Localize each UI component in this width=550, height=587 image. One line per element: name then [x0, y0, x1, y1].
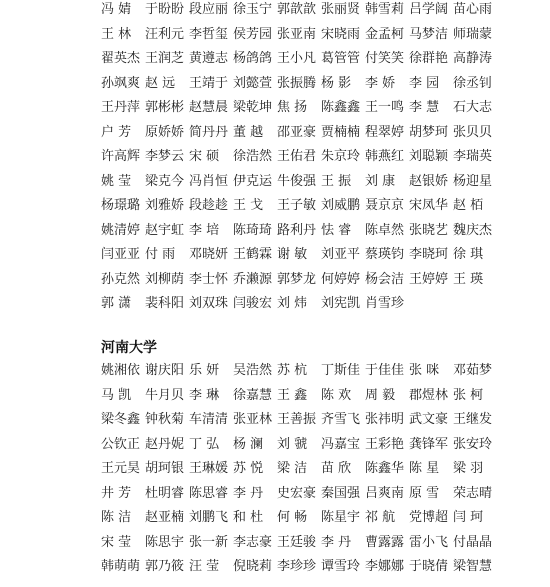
name-row: [0, 49, 550, 69]
person-name: 张祎明: [365, 412, 405, 427]
person-name: 赵银娇: [409, 173, 449, 189]
person-name: 吕爽南: [365, 485, 405, 501]
person-name: 王继发: [453, 412, 493, 427]
person-name: 许高辉: [101, 149, 141, 164]
person-name: 刘 炜: [277, 296, 308, 311]
person-name: 武文豪: [409, 412, 449, 427]
person-name: 丁斯佳: [321, 363, 361, 378]
person-name: 龚锋军: [409, 436, 449, 452]
person-name: 王 瑛: [453, 271, 484, 287]
person-name: 韩燕红: [365, 149, 405, 164]
person-name: 李瑞英: [453, 149, 493, 164]
person-name: 王小凡: [277, 51, 317, 66]
person-name: 孙克然: [101, 271, 141, 287]
person-name: 陈卓然: [365, 222, 405, 238]
person-name: 师瑞蒙: [453, 26, 493, 42]
person-name: 张振腾: [277, 75, 317, 91]
person-name: 汪 莹: [189, 559, 220, 574]
person-name: 金孟柯: [365, 26, 405, 42]
person-name: 李 园: [409, 75, 440, 91]
section-heading: 河南大学: [101, 340, 157, 356]
person-name: 苏 悦: [233, 461, 264, 476]
person-name: 张一新: [189, 534, 229, 550]
person-name: 王靖于: [189, 75, 229, 91]
person-name: 葛管管: [321, 51, 361, 66]
person-name: 井 芳: [101, 485, 132, 501]
person-name: 王 振: [321, 173, 352, 189]
person-name: 梁智慧: [453, 559, 493, 574]
name-row: [0, 533, 550, 553]
person-name: 段趁趁: [189, 198, 229, 213]
name-row: [0, 123, 550, 143]
name-row: [0, 196, 550, 216]
person-name: 王 戈: [233, 198, 264, 213]
person-name: 刘聪颖: [409, 149, 449, 164]
person-name: 何 畅: [277, 510, 308, 525]
person-name: 党博超: [409, 510, 449, 525]
person-name: 钟秋菊: [145, 412, 185, 427]
person-name: 朱京玲: [321, 149, 361, 164]
person-name: 路利丹: [277, 222, 317, 238]
person-name: 刘 康: [365, 173, 396, 189]
person-name: 杨 影: [321, 75, 352, 91]
person-name: 王润芝: [145, 51, 185, 66]
person-name: 刘宪凯: [321, 296, 361, 311]
person-name: 刘亚平: [321, 247, 361, 262]
person-name: 李 娇: [365, 75, 396, 91]
person-name: 郭梦龙: [277, 271, 317, 287]
person-name: 郭彬彬: [145, 100, 185, 115]
person-name: 付 雨: [145, 247, 176, 262]
person-name: 程翠婷: [365, 124, 405, 140]
name-row: [0, 294, 550, 314]
name-row: [0, 98, 550, 118]
person-name: 陈鑫华: [365, 461, 405, 476]
person-name: 邵亚豪: [277, 124, 317, 140]
person-name: 王善振: [277, 412, 317, 427]
person-name: 魏庆杰: [453, 222, 493, 238]
person-name: 赵慧晨: [189, 100, 229, 115]
person-name: 蔡瑛钧: [365, 247, 405, 262]
person-name: 冯 婧: [101, 2, 132, 17]
person-name: 胡梦珂: [409, 124, 449, 140]
person-name: 杨璟璐: [101, 198, 141, 213]
person-name: 谢庆阳: [145, 363, 185, 378]
person-name: 石大志: [453, 100, 493, 115]
person-name: 宋 莹: [101, 534, 132, 550]
person-name: 王佑君: [277, 149, 317, 164]
person-name: 刘鹏飞: [189, 510, 229, 525]
person-name: 黄遵志: [189, 51, 229, 66]
person-name: 邓茹梦: [453, 363, 493, 378]
person-name: 原娇娇: [145, 124, 185, 140]
person-name: 赵亚楠: [145, 510, 185, 525]
person-name: 董 越: [233, 124, 264, 140]
person-name: 马 凯: [101, 387, 132, 403]
person-name: 赵丹妮: [145, 436, 185, 452]
person-name: 李珍珍: [277, 559, 317, 574]
person-name: 陈琦琦: [233, 222, 273, 238]
name-row: [0, 221, 550, 241]
person-name: 刘 虢: [277, 436, 308, 452]
person-name: 翟英杰: [101, 51, 141, 66]
name-row: [0, 386, 550, 406]
name-row: [0, 172, 550, 192]
person-name: 梁冬鑫: [101, 412, 141, 427]
person-name: 乐 妍: [189, 363, 220, 378]
person-name: 苗心雨: [453, 2, 493, 17]
person-name: 姚清婷: [101, 222, 141, 238]
person-name: 和 杜: [233, 510, 264, 525]
person-name: 韩萌萌: [101, 559, 141, 574]
person-name: 吴浩然: [233, 363, 273, 378]
person-name: 闫亚亚: [101, 247, 141, 262]
person-name: 宋凤华: [409, 198, 449, 213]
person-name: 陈 洁: [101, 510, 132, 525]
person-name: 王廷骏: [277, 534, 317, 550]
person-name: 秦国强: [321, 485, 361, 501]
person-name: 雷小飞: [409, 534, 449, 550]
name-row: [0, 270, 550, 290]
person-name: 徐 琪: [453, 247, 484, 262]
person-name: 闫 珂: [453, 510, 484, 525]
person-name: 陈思宇: [145, 534, 185, 550]
person-name: 原 雪: [409, 485, 440, 501]
person-name: 王婷婷: [409, 271, 449, 287]
person-name: 裴科阳: [145, 296, 185, 311]
person-name: 谭雪玲: [321, 559, 361, 574]
person-name: 张 咪: [409, 363, 440, 378]
person-name: 贾楠楠: [321, 124, 361, 140]
person-name: 王鹤霖: [233, 247, 273, 262]
person-name: 梁 羽: [453, 461, 484, 476]
name-row: [0, 459, 550, 479]
person-name: 姚 莹: [101, 173, 132, 189]
person-name: 杜明睿: [145, 485, 185, 501]
person-name: 于晓倩: [409, 559, 449, 574]
person-name: 李梦云: [145, 149, 185, 164]
person-name: 张贝贝: [453, 124, 493, 140]
person-name: 杨 澜: [233, 436, 264, 452]
person-name: 梁克今: [145, 173, 185, 189]
person-name: 刘雅娇: [145, 198, 185, 213]
person-name: 赵 栢: [453, 198, 484, 213]
person-name: 韩雪莉: [365, 2, 405, 17]
person-name: 郭乃筱: [145, 559, 185, 574]
person-name: 李晓珂: [409, 247, 449, 262]
person-name: 于佳佳: [365, 363, 405, 378]
person-name: 陈 星: [409, 461, 440, 476]
person-name: 刘柳荫: [145, 271, 185, 287]
person-name: 胡珂银: [145, 461, 185, 476]
person-name: 邓晓妍: [189, 247, 229, 262]
person-name: 张亚林: [233, 412, 273, 427]
person-name: 刘懿萱: [233, 75, 273, 91]
person-name: 徐嘉慧: [233, 387, 273, 403]
person-name: 乔濑源: [233, 271, 273, 287]
person-name: 聂京京: [365, 198, 405, 213]
person-name: 史宏豪: [277, 485, 317, 501]
person-name: 怯 睿: [321, 222, 352, 238]
person-name: 祁 航: [365, 510, 396, 525]
person-name: 李 慧: [409, 100, 440, 115]
person-name: 姚湘依: [101, 363, 141, 378]
person-name: 于盼盼: [145, 2, 185, 17]
person-name: 张 柯: [453, 387, 484, 403]
person-name: 陈 欢: [321, 387, 352, 403]
person-name: 杨会洁: [365, 271, 405, 287]
person-name: 简丹丹: [189, 124, 229, 140]
person-name: 李娜娜: [365, 559, 405, 574]
name-row: [0, 245, 550, 265]
person-name: 李士怀: [189, 271, 229, 287]
person-name: 冯嘉宝: [321, 436, 361, 452]
person-name: 侯芳园: [233, 26, 273, 42]
name-row: [0, 410, 550, 430]
person-name: 汪利元: [145, 26, 185, 42]
person-name: 齐雪飞: [321, 412, 361, 427]
person-name: 苗 欣: [321, 461, 352, 476]
person-name: 陈星宇: [321, 510, 361, 525]
person-name: 张亚南: [277, 26, 317, 42]
person-name: 陈鑫鑫: [321, 100, 361, 115]
person-name: 闫骏宏: [233, 296, 273, 311]
person-name: 徐群艳: [409, 51, 449, 66]
person-name: 张晓艺: [409, 222, 449, 238]
person-name: 冯肖恒: [189, 173, 229, 189]
person-name: 李哲玺: [189, 26, 229, 42]
person-name: 张安玲: [453, 436, 493, 452]
person-name: 赵宇虹: [145, 222, 185, 238]
person-name: 梁乾坤: [233, 100, 273, 115]
person-name: 户 芳: [101, 124, 132, 140]
person-name: 宋 硕: [189, 149, 220, 164]
name-row: [0, 0, 550, 20]
name-row: [0, 25, 550, 45]
name-row: [0, 508, 550, 528]
person-name: 李 培: [189, 222, 220, 238]
person-name: 王 林: [101, 26, 132, 42]
person-name: 苏 杭: [277, 363, 308, 378]
name-row: [0, 435, 550, 455]
person-name: 郡煜林: [409, 387, 449, 403]
person-name: 徐丞钊: [453, 75, 493, 91]
person-name: 王琳媛: [189, 461, 229, 476]
person-name: 肖雪珍: [365, 296, 405, 311]
person-name: 倪晓莉: [233, 559, 273, 574]
person-name: 吕学阔: [409, 2, 449, 17]
person-name: 马梦洁: [409, 26, 449, 42]
name-row: [0, 557, 550, 577]
name-row: [0, 361, 550, 381]
person-name: 刘威鹏: [321, 198, 361, 213]
person-name: 张丽贤: [321, 2, 361, 17]
person-name: 杨鸽鸽: [233, 51, 273, 66]
person-name: 王 鑫: [277, 387, 308, 403]
name-row: [0, 484, 550, 504]
person-name: 李 琳: [189, 387, 220, 403]
person-name: 王子敏: [277, 198, 317, 213]
person-name: 刘双珠: [189, 296, 229, 311]
person-name: 曹露露: [365, 534, 405, 550]
person-name: 徐玉宁: [233, 2, 273, 17]
person-name: 王彩艳: [365, 436, 405, 452]
person-name: 荣志晴: [453, 485, 493, 501]
person-name: 车清清: [189, 412, 229, 427]
person-name: 王元昊: [101, 461, 141, 476]
person-name: 赵 远: [145, 75, 176, 91]
person-name: 付晶晶: [453, 534, 493, 550]
person-name: 孙飒爽: [101, 75, 141, 91]
person-name: 付笑笑: [365, 51, 405, 66]
person-name: 公钦正: [101, 436, 141, 452]
person-name: 伊克运: [233, 173, 273, 189]
person-name: 王一鸣: [365, 100, 405, 115]
person-name: 牛月贝: [145, 387, 185, 403]
person-name: 周 毅: [365, 387, 396, 403]
person-name: 陈思睿: [189, 485, 229, 501]
name-row: [0, 74, 550, 94]
person-name: 何婷婷: [321, 271, 361, 287]
person-name: 李 丹: [321, 534, 352, 550]
person-name: 高静涛: [453, 51, 493, 66]
person-name: 段应丽: [189, 2, 229, 17]
person-name: 丁 弘: [189, 436, 220, 452]
person-name: 王丹萍: [101, 100, 141, 115]
person-name: 牛俊强: [277, 173, 317, 189]
person-name: 郭歆歆: [277, 2, 317, 17]
person-name: 李志豪: [233, 534, 273, 550]
person-name: 梁 洁: [277, 461, 308, 476]
person-name: 杨迎星: [453, 173, 493, 189]
person-name: 李 丹: [233, 485, 264, 501]
name-row: [0, 147, 550, 167]
person-name: 焦 扬: [277, 100, 308, 115]
person-name: 谢 敏: [277, 247, 308, 262]
person-name: 徐浩然: [233, 149, 273, 164]
person-name: 宋晓雨: [321, 26, 361, 42]
person-name: 郭 潇: [101, 296, 132, 311]
